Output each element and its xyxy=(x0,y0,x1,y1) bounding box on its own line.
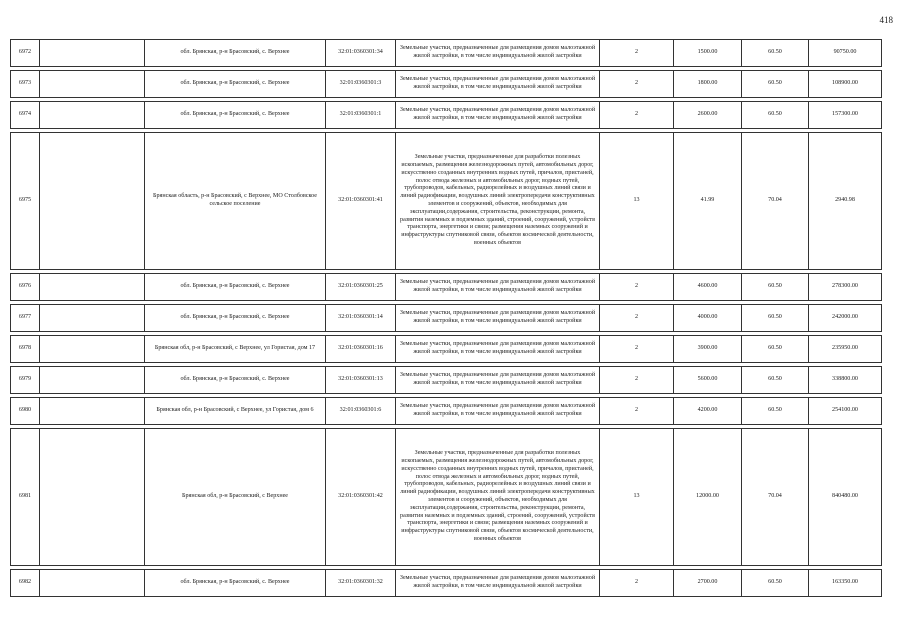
land-use-cell: Земельные участки, предназначенные для разработки полезных ископаемых, размещения железнодорожных путей, автомобильных дорог, искусственно созданных внутренних водных путей, причалов, пристаней, полос отвода железных и автомобильных дорог, водных путей, трубопроводов, кабельных, радиорелейных и воздушных линий связи и линий радиофикации, воздушных линий электропередачи конструктивных элементов и сооружений, объектов, необходимых для эксплуатации,содержания, строительства, реконструкции, ремонта, развития наземных и подземных зданий, строений, сооружений, устройств транспорта, энергетики и связи; размещения наземных сооружений и инфраструктуры спутниковой связи, объектов космической деятельности, военных объектов xyxy=(396,133,600,270)
rate-cell: 60.50 xyxy=(742,40,809,67)
land-use-cell: Земельные участки, предназначенные для размещения домов малоэтажной жилой застройки, в том числе индивидуальной жилой застройки xyxy=(396,305,600,332)
blank-cell xyxy=(40,133,145,270)
cadastral-registry-table xyxy=(10,39,882,597)
rate-cell: 60.50 xyxy=(742,305,809,332)
table-row xyxy=(11,102,882,129)
rate-cell: 60.50 xyxy=(742,71,809,98)
area-cell: 4200.00 xyxy=(674,398,742,425)
address-cell: обл. Брянская, р-н Брасовский, с. Верхнее xyxy=(145,40,326,67)
cadastral-value-cell: 108900.00 xyxy=(809,71,882,98)
table-row xyxy=(11,398,882,425)
cadastral-value-cell: 338800.00 xyxy=(809,367,882,394)
land-use-cell: Земельные участки, предназначенные для размещения домов малоэтажной жилой застройки, в том числе индивидуальной жилой застройки xyxy=(396,102,600,129)
address-cell: обл. Брянская, р-н Брасовский, с. Верхнее xyxy=(145,102,326,129)
blank-cell xyxy=(40,274,145,301)
registry-body xyxy=(11,40,882,597)
blank-cell xyxy=(40,367,145,394)
rate-cell: 60.50 xyxy=(742,102,809,129)
rate-cell: 60.50 xyxy=(742,398,809,425)
group-cell: 2 xyxy=(600,367,674,394)
land-use-cell: Земельные участки, предназначенные для размещения домов малоэтажной жилой застройки, в том числе индивидуальной жилой застройки xyxy=(396,274,600,301)
blank-cell xyxy=(40,305,145,332)
record-number: 6973 xyxy=(11,71,40,98)
cadastral-value-cell: 254100.00 xyxy=(809,398,882,425)
cadastral-number-cell: 32:01:0360301:3 xyxy=(326,71,396,98)
blank-cell xyxy=(40,40,145,67)
cadastral-number-cell: 32:01:0360301:1 xyxy=(326,102,396,129)
record-number: 6979 xyxy=(11,367,40,394)
address-cell: обл. Брянская, р-н Брасовский, с. Верхнее xyxy=(145,367,326,394)
rate-cell: 70.04 xyxy=(742,133,809,270)
cadastral-value-cell: 242000.00 xyxy=(809,305,882,332)
land-use-cell: Земельные участки, предназначенные для размещения домов малоэтажной жилой застройки, в том числе индивидуальной жилой застройки xyxy=(396,71,600,98)
address-cell: обл. Брянская, р-н Брасовский, с. Верхнее xyxy=(145,305,326,332)
record-number: 6976 xyxy=(11,274,40,301)
table-row xyxy=(11,274,882,301)
record-number: 6975 xyxy=(11,133,40,270)
cadastral-number-cell: 32:01:0360301:6 xyxy=(326,398,396,425)
group-cell: 2 xyxy=(600,102,674,129)
cadastral-number-cell: 32:01:0360301:42 xyxy=(326,429,396,566)
cadastral-number-cell: 32:01:0360301:32 xyxy=(326,570,396,597)
blank-cell xyxy=(40,71,145,98)
address-cell: обл. Брянская, р-н Брасовский, с. Верхнее xyxy=(145,274,326,301)
group-cell: 2 xyxy=(600,274,674,301)
rate-cell: 60.50 xyxy=(742,336,809,363)
address-cell: Брянская обл, р-н Брасовский, с Верхнее, ул Гористая, дом 17 xyxy=(145,336,326,363)
cadastral-value-cell: 235950.00 xyxy=(809,336,882,363)
area-cell: 3900.00 xyxy=(674,336,742,363)
area-cell: 4000.00 xyxy=(674,305,742,332)
area-cell: 2700.00 xyxy=(674,570,742,597)
group-cell: 2 xyxy=(600,305,674,332)
page-number: 418 xyxy=(879,15,893,25)
rate-cell: 70.04 xyxy=(742,429,809,566)
cadastral-number-cell: 32:01:0360301:25 xyxy=(326,274,396,301)
land-use-cell: Земельные участки, предназначенные для размещения домов малоэтажной жилой застройки, в том числе индивидуальной жилой застройки xyxy=(396,40,600,67)
group-cell: 2 xyxy=(600,570,674,597)
blank-cell xyxy=(40,102,145,129)
table-row xyxy=(11,133,882,270)
table-row xyxy=(11,71,882,98)
blank-cell xyxy=(40,429,145,566)
cadastral-number-cell: 32:01:0360301:13 xyxy=(326,367,396,394)
address-cell: обл. Брянская, р-н Брасовский, с. Верхнее xyxy=(145,71,326,98)
table-row xyxy=(11,40,882,67)
cadastral-value-cell: 278300.00 xyxy=(809,274,882,301)
record-number: 6974 xyxy=(11,102,40,129)
cadastral-value-cell: 840480.00 xyxy=(809,429,882,566)
blank-cell xyxy=(40,570,145,597)
blank-cell xyxy=(40,398,145,425)
record-number: 6980 xyxy=(11,398,40,425)
cadastral-value-cell: 90750.00 xyxy=(809,40,882,67)
area-cell: 2600.00 xyxy=(674,102,742,129)
land-use-cell: Земельные участки, предназначенные для разработки полезных ископаемых, размещения железнодорожных путей, автомобильных дорог, искусственно созданных внутренних водных путей, причалов, пристаней, полос отвода железных и автомобильных дорог, водных путей, трубопроводов, кабельных, радиорелейных и воздушных линий связи и линий радиофикации, воздушных линий электропередачи конструктивных элементов и сооружений, объектов, необходимых для эксплуатации,содержания, строительства, реконструкции, ремонта, развития наземных и подземных зданий, строений, сооружений, устройств транспорта, энергетики и связи; размещения наземных сооружений и инфраструктуры спутниковой связи, объектов космической деятельности, военных объектов xyxy=(396,429,600,566)
record-number: 6981 xyxy=(11,429,40,566)
record-number: 6978 xyxy=(11,336,40,363)
table-row xyxy=(11,336,882,363)
record-number: 6972 xyxy=(11,40,40,67)
area-cell: 12000.00 xyxy=(674,429,742,566)
area-cell: 5600.00 xyxy=(674,367,742,394)
cadastral-number-cell: 32:01:0360301:41 xyxy=(326,133,396,270)
table-row xyxy=(11,367,882,394)
rate-cell: 60.50 xyxy=(742,274,809,301)
cadastral-number-cell: 32:01:0360301:16 xyxy=(326,336,396,363)
table-row xyxy=(11,570,882,597)
record-number: 6982 xyxy=(11,570,40,597)
cadastral-value-cell: 157300.00 xyxy=(809,102,882,129)
cadastral-value-cell: 163350.00 xyxy=(809,570,882,597)
address-cell: Брянская обл, р-н Брасовский, с Верхнее, ул Гористая, дом 6 xyxy=(145,398,326,425)
rate-cell: 60.50 xyxy=(742,570,809,597)
land-use-cell: Земельные участки, предназначенные для размещения домов малоэтажной жилой застройки, в том числе индивидуальной жилой застройки xyxy=(396,398,600,425)
table-row xyxy=(11,305,882,332)
address-cell: Брянская обл, р-н Брасовский, с Верхнее xyxy=(145,429,326,566)
area-cell: 1800.00 xyxy=(674,71,742,98)
group-cell: 2 xyxy=(600,40,674,67)
record-number: 6977 xyxy=(11,305,40,332)
group-cell: 2 xyxy=(600,398,674,425)
rate-cell: 60.50 xyxy=(742,367,809,394)
land-use-cell: Земельные участки, предназначенные для размещения домов малоэтажной жилой застройки, в том числе индивидуальной жилой застройки xyxy=(396,570,600,597)
cadastral-value-cell: 2940.98 xyxy=(809,133,882,270)
area-cell: 1500.00 xyxy=(674,40,742,67)
group-cell: 2 xyxy=(600,71,674,98)
group-cell: 13 xyxy=(600,429,674,566)
address-cell: Брянская область, р-н Брасовский, с Верхнее, МО Столбовское сельское поселение xyxy=(145,133,326,270)
cadastral-number-cell: 32:01:0360301:14 xyxy=(326,305,396,332)
address-cell: обл. Брянская, р-н Брасовский, с. Верхнее xyxy=(145,570,326,597)
land-use-cell: Земельные участки, предназначенные для размещения домов малоэтажной жилой застройки, в том числе индивидуальной жилой застройки xyxy=(396,336,600,363)
cadastral-number-cell: 32:01:0360301:34 xyxy=(326,40,396,67)
land-use-cell: Земельные участки, предназначенные для размещения домов малоэтажной жилой застройки, в том числе индивидуальной жилой застройки xyxy=(396,367,600,394)
group-cell: 13 xyxy=(600,133,674,270)
area-cell: 4600.00 xyxy=(674,274,742,301)
table-row xyxy=(11,429,882,566)
area-cell: 41.99 xyxy=(674,133,742,270)
blank-cell xyxy=(40,336,145,363)
group-cell: 2 xyxy=(600,336,674,363)
